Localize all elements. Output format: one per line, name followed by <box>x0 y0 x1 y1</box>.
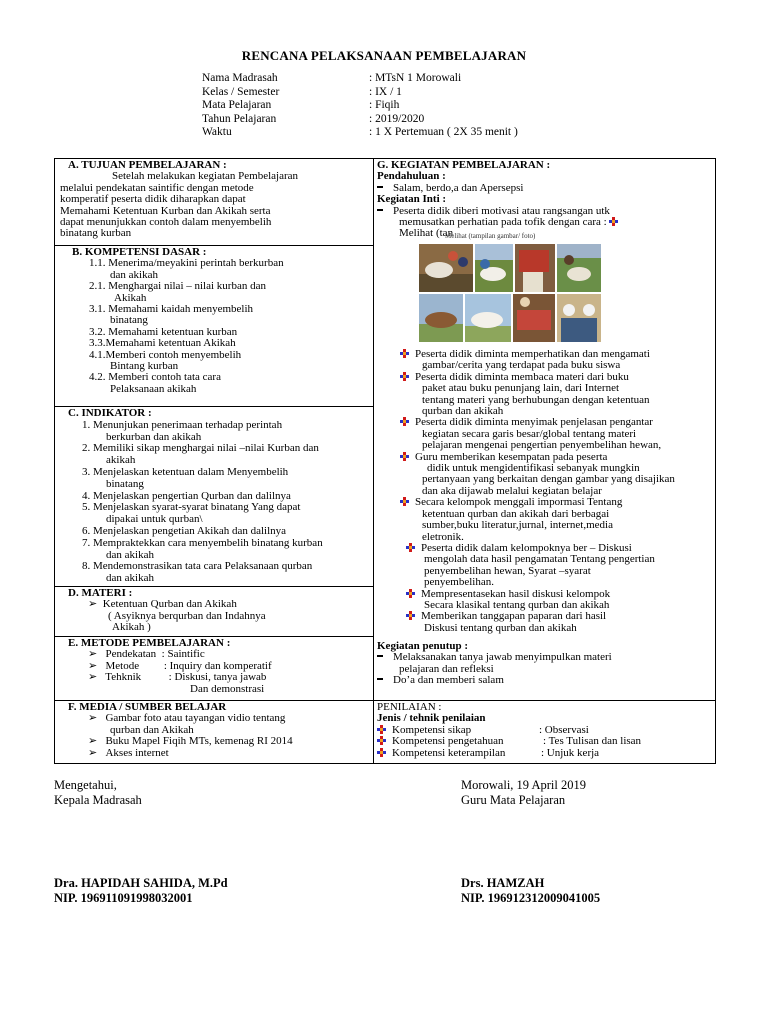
section-penutup <box>377 641 713 687</box>
signer-name: Dra. HAPIDAH SAHIDA, M.Pd <box>54 876 228 890</box>
step-text: Secara kelompok menggali impormasi Tentang <box>415 496 623 509</box>
text-line: melalui pendekatan saintific dengan metode <box>60 181 254 194</box>
table-column-divider <box>373 158 374 764</box>
signature-right <box>461 778 586 808</box>
penutup-text: Melaksanakan tanya jawab menyimpulkan materi <box>393 651 612 664</box>
text-line: komperatif peserta didik diharapkan dapat <box>60 193 246 206</box>
meta-label: Waktu <box>202 126 232 139</box>
step-text: Peserta didik diminta menyimak penjelasan pengantar <box>415 416 653 429</box>
kegiatan-inti-list <box>400 349 714 634</box>
meta-value: : Fiqih <box>369 99 400 112</box>
photo-collage <box>419 244 601 342</box>
penilaian-technique: : Tes Tulisan dan lisan <box>543 735 642 748</box>
section-heading: G. KEGIATAN PEMBELAJARAN : <box>377 159 551 171</box>
photo-brown-cow <box>419 294 463 342</box>
kd-item: Pelaksanaan akikah <box>110 382 197 395</box>
step-text: paket atau buku penunjang lain, dari Internet <box>422 382 620 395</box>
sign-role: Guru Mata Pelajaran <box>461 793 566 807</box>
dash-bullet-icon <box>377 209 383 211</box>
section-indikator <box>68 408 370 585</box>
indikator-item: 8. Mendemonstrasikan tata cara Pelaksanaan qurban <box>82 560 313 573</box>
step-text: mengolah data hasil pengamatan Tentang pengertian <box>424 553 655 566</box>
indikator-item: 7. Mempraktekkan cara menyembelih binatang kurban <box>82 536 323 549</box>
signature-left <box>54 778 142 808</box>
dash-bullet-icon <box>377 655 383 657</box>
meta-label: Mata Pelajaran <box>202 99 272 112</box>
bullet-marker-icon <box>406 589 415 598</box>
section-metode <box>68 638 368 695</box>
text-line: Memahami Ketentuan Kurban dan Akikah serta <box>60 204 271 217</box>
kd-item: 3.2. Memahami ketentuan kurban <box>89 325 238 338</box>
step-text: kegiatan secara garis besar/global tentang materi <box>422 427 637 440</box>
metode-text: Pendekatan : Saintific <box>105 648 205 661</box>
sign-date: Morowali, 19 April 2019 <box>461 778 586 792</box>
bullet-marker-icon <box>609 217 618 226</box>
kd-item: dan akikah <box>110 268 158 281</box>
step-text: dan aka dijawab melalui kegiatan belajar <box>422 484 602 497</box>
bullet-marker-icon <box>406 543 415 552</box>
arrow-bullet-icon: ➢ <box>88 648 98 661</box>
indikator-item: dipakai untuk qurban\ <box>106 513 203 526</box>
indikator-item: 6. Menjelaskan pengetian Akikah dan dalilnya <box>82 524 287 537</box>
photo-caption: Melihat (tampilan gambar/ foto) <box>445 232 536 240</box>
step-text: Mempresentasekan hasil diskusi kelompok <box>421 587 611 600</box>
bullet-marker-icon <box>400 452 409 461</box>
subheading-inti: Kegiatan Inti : <box>377 193 447 206</box>
inti-item: Melihat (tan <box>399 227 454 240</box>
metode-item: Dan demonstrasi <box>190 682 265 695</box>
media-text: Buku Mapel Fiqih MTs, kemenag RI 2014 <box>105 735 293 748</box>
indikator-item: 5. Menjelaskan syarat-syarat binatang Yang dapat <box>82 501 301 514</box>
photo-cow-field <box>475 244 513 292</box>
pendahuluan-text: Salam, berdo,a dan Apersepsi <box>393 181 524 194</box>
photo-butcher <box>515 244 555 292</box>
signature-left-name <box>54 876 228 906</box>
step-text: Guru memberikan kesempatan pada peserta <box>415 450 608 463</box>
arrow-bullet-icon: ➢ <box>88 735 98 748</box>
signature-right-name <box>461 876 600 906</box>
indikator-item: berkurban dan akikah <box>106 430 202 443</box>
step-text: penyembelihan. <box>424 576 494 589</box>
step-text: pertanyaan yang berkaitan dengan gambar yang disajikan <box>422 473 675 486</box>
inti-step <box>400 497 714 508</box>
section-media <box>68 702 368 759</box>
bullet-marker-icon <box>406 611 415 620</box>
materi-item: Akikah ) <box>112 621 151 634</box>
step-text: ketentuan qurban dan akikah dari berbagai <box>422 507 610 520</box>
meta-label: Kelas / Semester <box>202 85 280 98</box>
step-text: didik untuk mengidentifikasi sebanyak mungkin <box>427 462 640 475</box>
photo-meat-sharing <box>513 294 555 342</box>
bullet-marker-icon <box>400 497 409 506</box>
inti-text: memusatkan perhatian pada tofik dengan cara : <box>399 216 607 229</box>
step-text: Diskusi tentang qurban dan akikah <box>424 621 577 634</box>
dash-bullet-icon <box>377 678 383 680</box>
section-heading: PENILAIAN : <box>377 701 442 713</box>
photo-ceremony <box>557 294 601 342</box>
step-text: pelajaran mengenai pengertian penyembelihan hewan, <box>422 439 662 452</box>
step-text: Peserta didik diminta membaca materi dari buku <box>415 370 629 383</box>
section-materi <box>68 588 368 634</box>
kd-item: 2.1. Menghargai nilai – nilai kurban dan <box>89 280 266 293</box>
section-penilaian <box>377 702 713 759</box>
step-text: qurban dan akikah <box>422 405 504 418</box>
step-text: penyembelihan hewan, Syarat –syarat <box>424 564 591 577</box>
arrow-bullet-icon: ➢ <box>88 712 98 725</box>
arrow-bullet-icon: ➢ <box>88 671 98 684</box>
subheading-penutup: Kegiatan penutup : <box>377 640 469 652</box>
meta-value: : 2019/2020 <box>369 112 425 125</box>
penilaian-kind: Kompetensi sikap <box>392 723 472 736</box>
penilaian-kind: Kompetensi keterampilan <box>392 746 506 759</box>
meta-value: : MTsN 1 Morowali <box>369 72 462 84</box>
media-text: Akses internet <box>105 746 169 759</box>
signer-nip: NIP. 196911091998032001 <box>54 891 193 905</box>
step-text: Secara klasikal tentang qurban dan akikah <box>424 598 610 611</box>
kd-item: 4.2. Memberi contoh tata cara <box>89 371 221 384</box>
step-text: Peserta didik dalam kelompoknya ber – Diskusi <box>421 541 632 554</box>
bullet-marker-icon <box>377 725 386 734</box>
section-kompetensi-dasar <box>72 247 368 395</box>
penutup-text: pelajaran dan refleksi <box>399 662 494 675</box>
section-heading: C. INDIKATOR : <box>68 407 152 419</box>
subheading-pendahuluan: Pendahuluan : <box>377 170 446 183</box>
penutup-text: Do’a dan memberi salam <box>393 674 504 687</box>
photo-slaughter <box>419 244 473 292</box>
step-text: tentang materi yang berhubungan dengan ketentuan <box>422 393 650 406</box>
kd-item: binatang <box>110 314 148 327</box>
text-line: binatang kurban <box>60 227 132 240</box>
indikator-item: akikah <box>106 454 136 467</box>
signer-name: Drs. HAMZAH <box>461 876 545 890</box>
media-item <box>68 748 368 759</box>
inti-text: Peserta didik diberi motivasi atau rangsangan utk <box>393 204 610 217</box>
text-line: Setelah melakukan kegiatan Pembelajaran <box>112 170 299 183</box>
penilaian-subheading: Jenis / tehnik penilaian <box>377 712 486 725</box>
media-item: qurban dan Akikah <box>110 723 194 736</box>
arrow-bullet-icon: ➢ <box>88 746 98 759</box>
kd-item: 3.1. Memahami kaidah menyembelih <box>89 303 254 316</box>
penilaian-technique: : Unjuk kerja <box>541 746 600 759</box>
sign-role: Kepala Madrasah <box>54 793 142 807</box>
section-heading: B. KOMPETENSI DASAR : <box>72 246 207 258</box>
step-text: Memberikan tanggapan paparan dari hasil <box>421 610 607 623</box>
kd-item: 3.3.Memahami ketentuan Akikah <box>89 337 236 350</box>
section-heading: A. TUJUAN PEMBELAJARAN : <box>68 159 227 171</box>
kd-item: Akikah <box>114 291 147 304</box>
sign-caption: Mengetahui, <box>54 778 117 792</box>
indikator-item: dan akikah <box>106 548 154 561</box>
section-kegiatan <box>377 160 713 240</box>
indikator-item: binatang <box>106 477 144 490</box>
section-tujuan <box>60 159 368 240</box>
section-heading: F. MEDIA / SUMBER BELAJAR <box>68 701 227 713</box>
page-title: RENCANA PELAKSANAAN PEMBELAJARAN <box>241 48 527 63</box>
photo-white-cow <box>465 294 511 342</box>
indikator-item: 3. Menjelaskan ketentuan dalam Menyembelih <box>82 465 289 478</box>
kd-item: Bintang kurban <box>110 360 179 373</box>
photo-goat <box>557 244 601 292</box>
bullet-marker-icon <box>400 349 409 358</box>
meta-value: : 1 X Pertemuan ( 2X 35 menit ) <box>369 126 518 139</box>
step-text: gambar/cerita yang terdapat pada buku siswa <box>422 359 621 372</box>
indikator-item: 2. Memiliki sikap menghargai nilai –nilai Kurban dan <box>82 442 319 455</box>
indikator-item: dan akikah <box>106 572 154 585</box>
materi-text: Ketentuan Qurban dan Akikah <box>102 598 237 611</box>
section-heading: E. METODE PEMBELAJARAN : <box>68 637 231 649</box>
bullet-marker-icon <box>400 372 409 381</box>
step-text: sumber,buku literatur,jurnal, internet,media <box>422 519 613 532</box>
metode-text: Tehknik : Diskusi, tanya jawab <box>105 671 267 684</box>
step-text: eletronik. <box>422 530 464 543</box>
metode-text: Metode : Inquiry dan komperatif <box>105 659 272 672</box>
indikator-item: 1. Menunjukan penerimaan terhadap perintah <box>82 418 283 431</box>
materi-item: ( Asyiknya berqurban dan Indahnya <box>108 609 266 622</box>
meta-value: : IX / 1 <box>369 85 402 98</box>
bullet-marker-icon <box>377 736 386 745</box>
arrow-bullet-icon: ➢ <box>88 659 98 672</box>
metode-item <box>68 672 368 683</box>
meta-label: Nama Madrasah <box>202 72 278 84</box>
text-line: dapat menunjukkan contoh dalam menyembelih <box>60 216 272 229</box>
dash-bullet-icon <box>377 186 383 188</box>
kd-item: 4.1.Memberi contoh menyembelih <box>89 348 242 361</box>
indikator-item: 4. Menjelaskan pengertian Qurban dan dalilnya <box>82 489 291 502</box>
penutup-item <box>377 675 713 686</box>
penilaian-kind: Kompetensi pengetahuan <box>392 735 504 748</box>
meta-label: Tahun Pelajaran <box>202 112 277 125</box>
bullet-marker-icon <box>400 417 409 426</box>
section-heading: D. MATERI : <box>68 587 133 599</box>
penilaian-technique: : Observasi <box>539 723 589 736</box>
step-text: Peserta didik diminta memperhatikan dan mengamati <box>415 348 650 360</box>
penilaian-row <box>377 748 713 759</box>
signer-nip: NIP. 196912312009041005 <box>461 891 601 905</box>
arrow-bullet-icon: ➢ <box>88 598 98 611</box>
media-text: Gambar foto atau tayangan vidio tentang <box>105 712 286 725</box>
kd-item: 1.1. Menerima/meyakini perintah berkurban <box>89 257 284 270</box>
bullet-marker-icon <box>377 748 386 757</box>
